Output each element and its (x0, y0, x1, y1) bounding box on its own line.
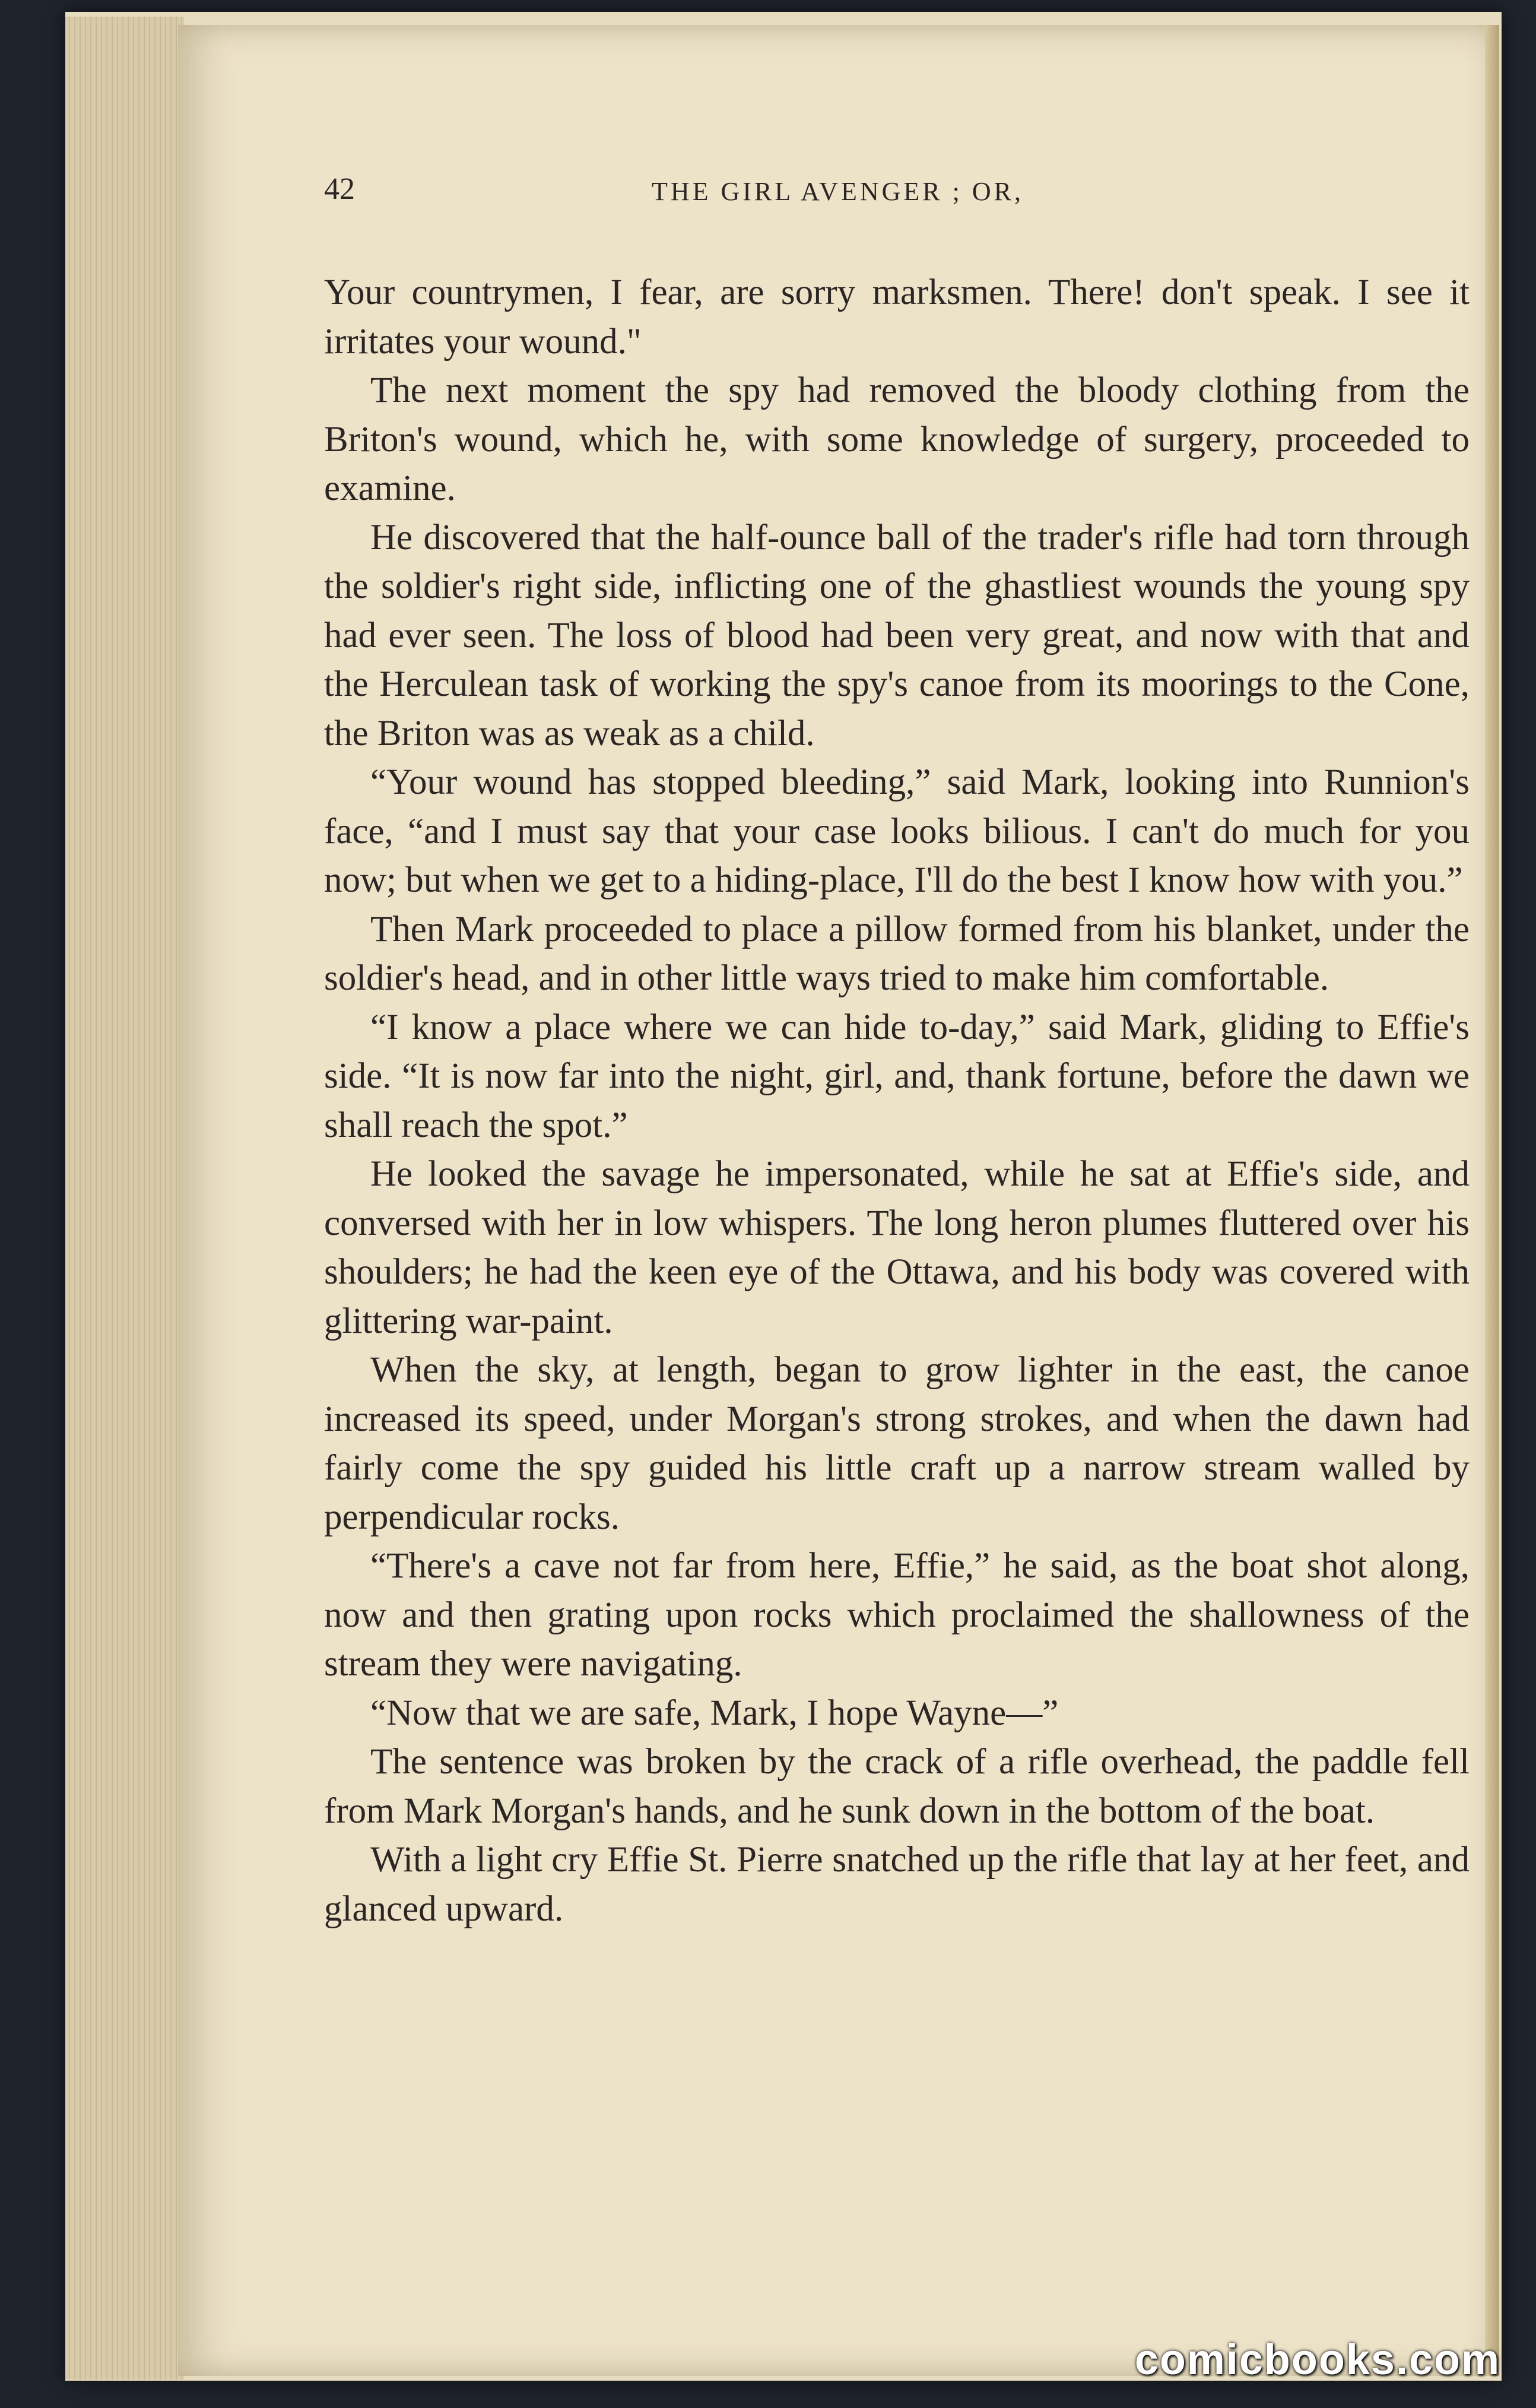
paragraph: With a light cry Effie St. Pierre snatched up the rifle that lay at her feet, and glanced upward. (324, 1840, 1470, 1929)
site-watermark: comicbooks.com (1134, 2336, 1500, 2384)
paragraph: “There's a cave not far from here, Effie,” he said, as the boat shot along, now and then grating upon rocks which proclaimed the shallowness of the stream they were navigating. (324, 1546, 1470, 1684)
running-title: THE GIRL AVENGER ; OR, (652, 177, 1024, 206)
paragraph: The next moment the spy had removed the bloody clothing from the Briton's wound, which he, with some knowledge of surgery, proceeded to examine. (324, 370, 1470, 508)
running-head (324, 159, 1452, 218)
paragraph: He looked the savage he impersonated, while he sat at Effie's side, and conversed with her in low whispers. The long heron plumes fluttered over his shoulders; he had the keen eye of the Ottawa, and his body was covered with glittering war-paint. (324, 1154, 1470, 1341)
book-page (178, 25, 1499, 2376)
paragraph: Then Mark proceeded to place a pillow formed from his blanket, under the soldier's head, and in other little ways tried to make him comfortable. (324, 909, 1470, 998)
paragraph: He discovered that the half-ounce ball of the trader's rifle had torn through the soldier's right side, inflicting one of the ghastliest wounds the young spy had ever seen. The loss of blood had been very great, and now with that and the Herculean task of working the spy's canoe from its moorings to the Cone, the Briton was as weak as a child. (324, 517, 1470, 753)
paragraph: When the sky, at length, began to grow lighter in the east, the canoe increased its speed, under Morgan's strong strokes, and when the dawn had fairly come the spy guided his little craft up a narrow stream walled by perpendicular rocks. (324, 1350, 1470, 1537)
page-gutter (1485, 25, 1499, 2376)
page-number: 42 (324, 172, 355, 206)
page-edges (65, 17, 184, 2380)
paragraph: “Your wound has stopped bleeding,” said Mark, looking into Runnion's face, “and I must say that your case looks bilious. I can't do much for you now; but when we get to a hiding-place, I'll do the best I know how with you.” (324, 762, 1470, 900)
paragraph: The sentence was broken by the crack of a rifle overhead, the paddle fell from Mark Morgan's hands, and he sunk down in the bottom of the boat. (324, 1742, 1470, 1831)
paragraph: “Now that we are safe, Mark, I hope Wayne—” (370, 1693, 1059, 1733)
paragraph: “I know a place where we can hide to-day,” said Mark, gliding to Effie's side. “It is now far into the night, girl, and, thank fortune, before the dawn we shall reach the spot.” (324, 1007, 1470, 1145)
paragraph: Your countrymen, I fear, are sorry marksmen. There! don't speak. I see it irritates your wound." (324, 273, 1470, 362)
body-text (324, 268, 1470, 1934)
